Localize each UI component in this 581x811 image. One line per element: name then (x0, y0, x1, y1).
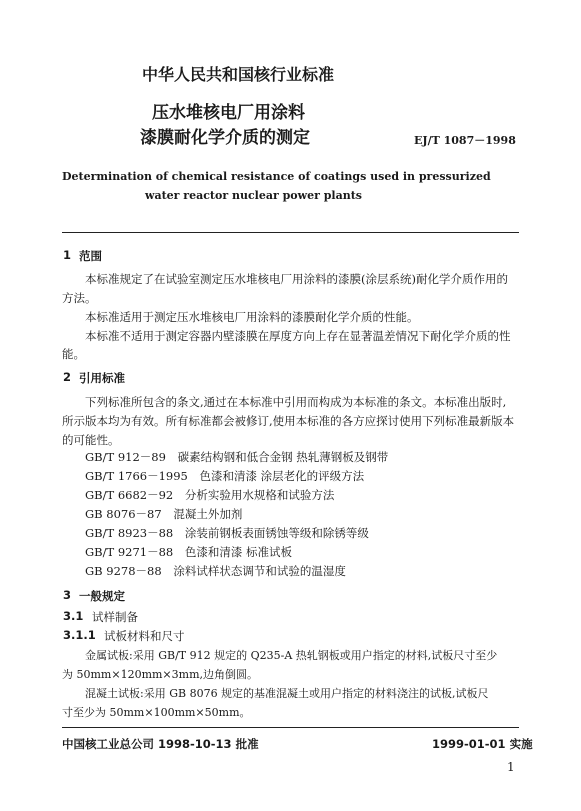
reference-item (85, 525, 369, 541)
reference-title: 分析实验用水规格和试验方法 (184, 488, 335, 502)
section-2-heading: 引用标准 (79, 371, 125, 385)
section-1-heading: 范围 (79, 249, 102, 263)
reference-title: 混凝土外加剂 (173, 507, 243, 521)
section-2-intro-line-1: 下列标准所包含的条文,通过在本标准中引用而构成为本标准的条文。本标准出版时, (85, 395, 507, 409)
effective-date: 1999-01-01 实施 (432, 737, 533, 751)
reference-title: 色漆和清漆 标准试板 (184, 545, 293, 559)
reference-code: GB 9278－88 (85, 564, 162, 578)
reference-item (85, 506, 242, 522)
reference-item (85, 563, 346, 579)
reference-code: GB/T 1766－1995 (85, 469, 188, 483)
reference-title: 涂料试样状态调节和试验的温湿度 (173, 564, 346, 578)
reference-title: 色漆和清漆 涂层老化的评级方法 (199, 469, 365, 483)
metal-panel-line-1: 金属试板:采用 GB/T 912 规定的 Q235-A 热轧钢板或用户指定的材料,试板尺寸至少 (85, 649, 498, 662)
english-title-line-2: water reactor nuclear power plants (145, 189, 362, 202)
section-1-p2: 本标准适用于测定压水堆核电厂用涂料的漆膜耐化学介质的性能。 (85, 310, 419, 324)
reference-code: GB 8076－87 (85, 507, 162, 521)
section-1-p3-line-2: 能。 (62, 347, 85, 361)
page-number: 1 (507, 760, 515, 774)
section-1-p1-line-1: 本标准规定了在试验室测定压水堆核电厂用涂料的漆膜(涂层系统)耐化学介质作用的 (85, 272, 508, 286)
section-3-number: 3 (63, 588, 72, 602)
subsection-3-1-1-number: 3.1.1 (63, 628, 96, 642)
section-2-intro-line-3: 的可能性。 (62, 433, 120, 447)
reference-code: GB/T 6682－92 (85, 488, 174, 502)
metal-panel-line-2: 为 50mm×120mm×3mm,边角倒圆。 (62, 668, 259, 681)
concrete-panel-line-2: 寸至少为 50mm×100mm×50mm。 (62, 706, 251, 719)
section-1-number: 1 (63, 248, 72, 262)
issuer: 中华人民共和国核行业标准 (142, 65, 335, 84)
subsection-3-1-heading: 试样制备 (92, 610, 138, 624)
reference-item (85, 487, 334, 503)
english-title-line-1: Determination of chemical resistance of coatings used in pressurized (62, 170, 491, 183)
reference-code: GB/T 912－89 (85, 450, 166, 464)
reference-item (85, 449, 388, 465)
reference-item (85, 544, 292, 560)
approval-note: 中国核工业总公司 1998-10-13 批准 (62, 737, 259, 751)
reference-code: GB/T 9271－88 (85, 545, 174, 559)
reference-title: 涂装前钢板表面锈蚀等级和除锈等级 (184, 526, 369, 540)
section-2-intro-line-2: 所示版本均为有效。所有标准都会被修订,使用本标准的各方应探讨使用下列标准最新版本 (62, 414, 515, 428)
reference-title: 碳素结构钢和低合金钢 热轧薄钢板及钢带 (177, 450, 389, 464)
footer-divider (62, 727, 519, 728)
subsection-3-1-number: 3.1 (63, 609, 84, 623)
section-1-p3-line-1: 本标准不适用于测定容器内壁漆膜在厚度方向上存在显著温差情况下耐化学介质的性 (85, 329, 511, 343)
header-divider (62, 232, 519, 233)
subsection-3-1-1-heading: 试板材料和尺寸 (104, 629, 185, 643)
reference-code: GB/T 8923－88 (85, 526, 174, 540)
concrete-panel-line-1: 混凝土试板:采用 GB 8076 规定的基准混凝土或用户指定的材料浇注的试板,试板尺 (85, 687, 489, 700)
title-line-2: 漆膜耐化学介质的测定 (140, 128, 310, 148)
section-2-number: 2 (63, 370, 72, 384)
section-3-heading: 一般规定 (79, 589, 125, 603)
reference-item (85, 468, 364, 484)
standard-code: EJ/T 1087－1998 (414, 134, 516, 147)
section-1-p1-line-2: 方法。 (62, 291, 97, 305)
title-line-1: 压水堆核电厂用涂料 (152, 103, 305, 123)
